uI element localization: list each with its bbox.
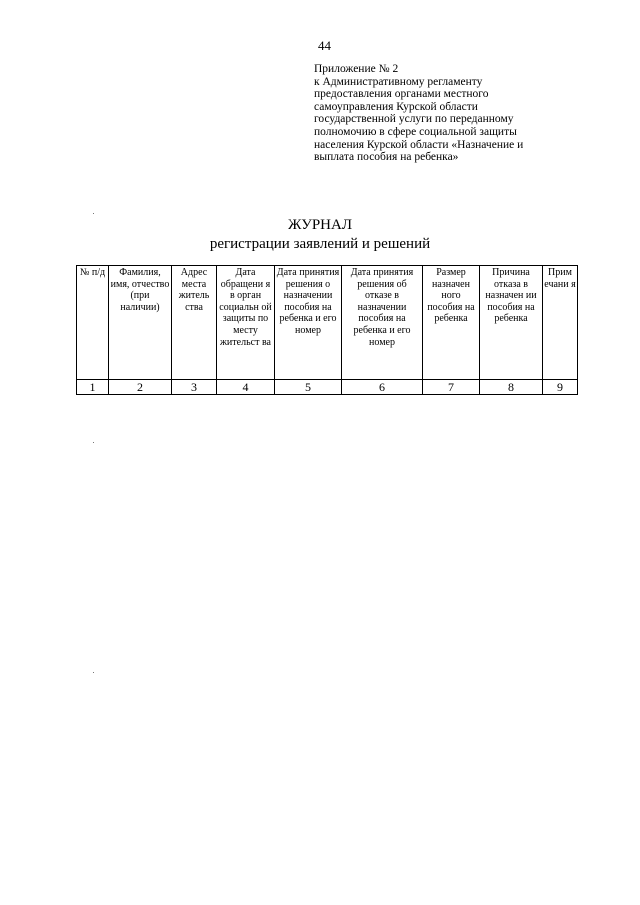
scan-speck <box>93 442 94 443</box>
column-number-cell: 6 <box>342 380 423 395</box>
column-number-cell: 8 <box>480 380 543 395</box>
table-header-row <box>77 266 578 380</box>
column-number-cell: 9 <box>543 380 578 395</box>
column-number-cell: 5 <box>275 380 342 395</box>
registration-table <box>76 265 578 395</box>
column-number-cell: 3 <box>172 380 217 395</box>
header-cell-address: Адрес места житель ства <box>172 266 217 380</box>
header-cell-approval-decision: Дата принятия решения о назначении пособия на ребенка и его номер <box>275 266 342 380</box>
header-cell-number: № п/д <box>77 266 109 380</box>
header-cell-refusal-reason: Причина отказа в назначен ии пособия на ребенка <box>480 266 543 380</box>
header-cell-application-date: Дата обращени я в орган социальн ой защиты по месту жительст ва <box>217 266 275 380</box>
journal-subtitle: регистрации заявлений и решений <box>209 236 431 252</box>
header-cell-benefit-amount: Размер назначен ного пособия на ребенка <box>423 266 480 380</box>
appendix-line: государственной услуги по переданному <box>314 113 514 126</box>
appendix-line: Приложение № 2 <box>314 63 399 75</box>
page-number: 44 <box>318 38 331 53</box>
header-cell-full-name: Фамилия, имя, отчество (при наличии) <box>109 266 172 380</box>
scan-speck <box>93 213 94 214</box>
appendix-line: населения Курской области «Назначение и <box>314 138 524 151</box>
scan-speck <box>93 672 94 673</box>
column-number-cell: 7 <box>423 380 480 395</box>
column-number-cell: 4 <box>217 380 275 395</box>
appendix-block <box>314 63 544 164</box>
appendix-line: полномочию в сфере социальной защиты <box>314 125 517 138</box>
column-number-row <box>77 380 578 395</box>
appendix-line: самоуправления Курской области <box>314 100 478 113</box>
appendix-line: предоставления органами местного <box>314 88 489 101</box>
appendix-line: выплата пособия на ребенка» <box>314 151 459 164</box>
column-number-cell: 1 <box>77 380 109 395</box>
column-number-cell: 2 <box>109 380 172 395</box>
appendix-line: к Административному регламенту <box>314 75 483 88</box>
header-cell-notes: Прим ечани я <box>543 266 578 380</box>
journal-title: ЖУРНАЛ <box>287 217 353 233</box>
header-cell-refusal-decision: Дата принятия решения об отказе в назначении пособия на ребенка и его номер <box>342 266 423 380</box>
